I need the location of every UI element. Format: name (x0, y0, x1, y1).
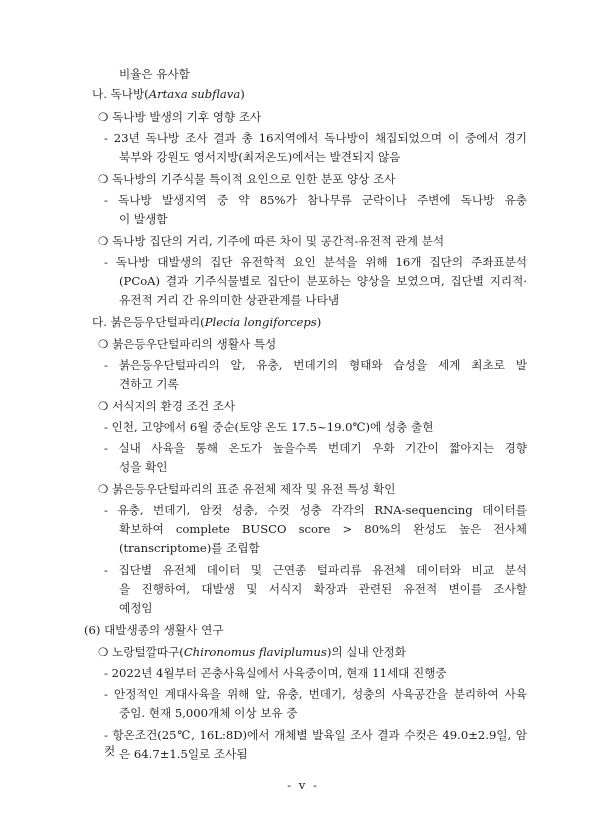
text-line: 이 발생함 (119, 212, 168, 226)
dash-item: - 독나방 발생지역 중 약 85%가 참나무류 군락이나 주변에 독나방 유충 (104, 193, 527, 207)
bullet-item: ❍ 붉은등우단털파리의 생활사 특성 (98, 337, 277, 351)
text-line: 비율은 유사함 (119, 67, 190, 81)
dash-item: - 유충, 번데기, 암컷 성충, 수컷 성충 각각의 RNA-sequencing 데이터를 (104, 503, 527, 517)
text-line: 은 64.7±1.5일로 조사됨 (119, 747, 248, 761)
page-number: - v - (287, 778, 319, 792)
text-line: 확보하여 complete BUSCO score > 80%의 완성도 높은 전사체 (119, 522, 527, 536)
dash-item: - 실내 사육을 통해 온도가 높을수록 번데기 우화 기간이 짧아지는 경향 (104, 441, 527, 455)
dash-item: - 23년 독나방 조사 결과 총 16지역에서 독나방이 채집되었으며 이 중에서 경기 (104, 131, 527, 145)
text-line: 성을 확인 (119, 460, 168, 474)
dash-item: - 항온조건(25℃, 16L:8D)에서 개체별 발육일 조사 결과 수컷은 49.0±2.9일, 암컷 (104, 728, 527, 758)
section-heading: (6) 대발생종의 생활사 연구 (84, 623, 224, 637)
bullet-item: ❍ 독나방 발생의 기후 영향 조사 (98, 110, 262, 124)
dash-item: - 독나방 대발생의 집단 유전학적 요인 분석을 위해 16개 집단의 주좌표분석 (104, 255, 527, 269)
bullet-item: ❍ 독나방의 기주식물 특이적 요인으로 인한 분포 양상 조사 (98, 172, 396, 186)
dash-item: - 2022년 4월부터 곤충사육실에서 사육중이며, 현재 11세대 진행중 (104, 666, 447, 680)
bullet-item: ❍ 노랑털깔따구(Chironomus flaviplumus)의 실내 안정화 (98, 645, 406, 659)
bullet-item: ❍ 붉은등우단털파리의 표준 유전체 제작 및 유전 특성 확인 (98, 482, 396, 496)
section-heading: 나. 독나방(Artaxa subflava) (92, 87, 245, 101)
dash-item: - 안정적인 계대사육을 위해 알, 유충, 번데기, 성충의 사육공간을 분리하여 사육 (104, 687, 527, 701)
section-heading: 다. 붉은등우단털파리(Plecia longiforceps) (92, 315, 322, 329)
text-line: 견하고 기록 (119, 377, 179, 391)
text-line: 예정임 (119, 601, 153, 615)
bullet-item: ❍ 독나방 집단의 거리, 기주에 따른 차이 및 공간적-유전적 관계 분석 (98, 234, 445, 248)
text-line: 을 진행하여, 대발생 및 서식지 확장과 관련된 유전적 변이를 조사할 (119, 582, 527, 596)
text-line: (PCoA) 결과 기주식물별로 집단이 분포하는 양상을 보였으며, 집단별 지리적· (119, 274, 527, 288)
bullet-item: ❍ 서식지의 환경 조건 조사 (98, 399, 236, 413)
text-line: 중임. 현재 5,000개체 이상 보유 중 (119, 706, 298, 720)
dash-item: - 붉은등우단털파리의 알, 유충, 번데기의 형태와 습성을 세계 최초로 발 (104, 358, 527, 372)
dash-item: - 집단별 유전체 데이터 및 근연종 털파리류 유전체 데이터와 비교 분석 (104, 563, 527, 577)
text-line: 유전적 거리 간 유의미한 상관관계를 나타냄 (119, 293, 340, 307)
dash-item: - 인천, 고양에서 6월 중순(토양 온도 17.5~19.0℃)에 성충 출현 (104, 420, 434, 434)
text-line: (transcriptome)를 조립함 (119, 541, 260, 555)
text-line: 북부와 강원도 영서지방(최저온도)에서는 발견되지 않음 (119, 150, 401, 164)
